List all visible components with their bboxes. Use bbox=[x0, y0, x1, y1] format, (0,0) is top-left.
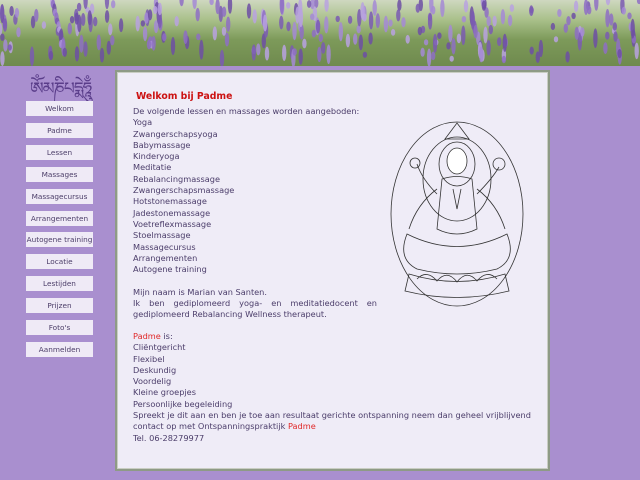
nav-locatie[interactable]: Locatie bbox=[26, 254, 93, 269]
lavender-flower bbox=[253, 9, 257, 23]
lavender-flower bbox=[153, 6, 157, 14]
lavender-flower bbox=[530, 47, 534, 55]
lavender-flower bbox=[252, 44, 256, 60]
lavender-flower bbox=[105, 10, 109, 23]
content-panel bbox=[115, 70, 550, 471]
quality-item: Flexibel bbox=[133, 353, 165, 364]
lavender-flower bbox=[324, 0, 328, 12]
lavender-flower bbox=[302, 39, 306, 49]
lavender-flower bbox=[97, 35, 101, 51]
lavender-flower bbox=[418, 27, 422, 36]
name-line: Mijn naam is Marian van Santen. bbox=[133, 286, 267, 297]
lavender-flower bbox=[282, 45, 286, 61]
nav-autogene-training[interactable]: Autogene training bbox=[26, 232, 93, 247]
lavender-flower bbox=[8, 44, 12, 50]
lavender-flower bbox=[81, 13, 85, 26]
lavender-flower bbox=[192, 0, 196, 9]
lavender-flower bbox=[316, 20, 320, 34]
lavender-flower bbox=[627, 13, 631, 20]
lavender-flower bbox=[440, 0, 444, 17]
padme-name: Padme bbox=[133, 331, 161, 341]
lavender-flower bbox=[222, 27, 226, 36]
lavender-flower bbox=[70, 16, 74, 23]
lavender-flower bbox=[503, 34, 507, 52]
lavender-flower bbox=[265, 47, 269, 61]
lavender-flower bbox=[83, 41, 87, 56]
lavender-flower bbox=[457, 34, 461, 44]
lavender-flower bbox=[319, 34, 323, 42]
lavender-flower bbox=[497, 37, 501, 46]
lavender-flower bbox=[75, 46, 79, 61]
lavender-flower bbox=[450, 56, 454, 62]
lavender-flower bbox=[346, 34, 350, 48]
lavender-flower bbox=[487, 16, 491, 26]
lavender-flower bbox=[635, 43, 639, 60]
lavender-flower bbox=[141, 20, 145, 26]
lavender-flower bbox=[401, 17, 405, 27]
lavender-flower bbox=[574, 1, 578, 13]
lavender-flower bbox=[147, 39, 151, 49]
lavender-flower bbox=[30, 47, 34, 67]
lavender-flower bbox=[111, 0, 115, 8]
lavender-flower bbox=[508, 15, 512, 26]
lavender-flower bbox=[473, 25, 477, 38]
lavender-flower bbox=[136, 16, 140, 32]
lavender-flower bbox=[348, 16, 352, 24]
lavender-flower bbox=[321, 42, 325, 54]
lavender-flower bbox=[396, 9, 400, 21]
lavender-flower bbox=[464, 0, 468, 12]
lavender-flower bbox=[226, 17, 230, 32]
lavender-flower bbox=[388, 20, 392, 27]
lavender-flower bbox=[593, 28, 597, 48]
lavender-flower bbox=[479, 46, 483, 62]
lavender-flower bbox=[446, 42, 450, 49]
nav-padme[interactable]: Padme bbox=[26, 123, 93, 138]
lavender-flower bbox=[427, 49, 431, 67]
lavender-flower bbox=[631, 19, 635, 39]
lavender-flower bbox=[336, 16, 340, 22]
lavender-flower bbox=[353, 33, 357, 44]
offering-item: Stoelmassage bbox=[133, 230, 191, 241]
buddha-illustration bbox=[387, 119, 527, 309]
lavender-flower bbox=[148, 9, 152, 20]
lavender-flower bbox=[293, 48, 297, 55]
logo-tibetan-mantra: ༀམཎིཔདྨེཧཱུྃ bbox=[30, 79, 92, 99]
lavender-flower bbox=[357, 25, 361, 33]
lavender-flower bbox=[391, 29, 395, 36]
qualities-list bbox=[133, 342, 553, 410]
offering-item: Jadestonemassage bbox=[133, 207, 211, 218]
nav-aanmelden[interactable]: Aanmelden bbox=[26, 342, 93, 357]
lavender-flower bbox=[360, 2, 364, 20]
lavender-flower bbox=[199, 40, 203, 60]
lavender-flower bbox=[228, 0, 232, 14]
offering-item: Hotstonemassage bbox=[133, 196, 207, 207]
lavender-flower bbox=[529, 5, 533, 16]
lavender-flower bbox=[196, 8, 200, 21]
lavender-flower bbox=[286, 22, 290, 32]
nav-arrangementen[interactable]: Arrangementen bbox=[26, 211, 93, 226]
lavender-flower bbox=[183, 30, 187, 44]
lavender-flower bbox=[486, 40, 490, 56]
lavender-flower bbox=[179, 0, 183, 6]
lavender-flower bbox=[222, 7, 226, 18]
lavender-flower bbox=[171, 37, 175, 55]
lavender-flower bbox=[151, 36, 155, 51]
quality-item: Voordelig bbox=[133, 376, 172, 387]
lavender-flower bbox=[551, 23, 555, 30]
lavender-flower bbox=[373, 0, 377, 16]
lavender-flower bbox=[376, 13, 380, 28]
lavender-flower bbox=[88, 10, 92, 25]
lavender-flower bbox=[539, 40, 543, 57]
lavender-flower bbox=[213, 26, 217, 40]
offering-item: Kinderyoga bbox=[133, 151, 180, 162]
lavender-flower bbox=[286, 2, 290, 9]
lavender-flower bbox=[339, 22, 343, 41]
lavender-flower bbox=[580, 27, 584, 36]
lavender-flower bbox=[68, 23, 72, 35]
diploma-line: Ik ben gediplomeerd yoga- en meditatiedocent en gediplomeerd Rebalancing Wellness therapeut. bbox=[133, 298, 377, 320]
lavender-flower bbox=[34, 9, 38, 22]
lavender-flower bbox=[489, 25, 493, 34]
lavender-flower bbox=[292, 22, 296, 40]
lavender-flower bbox=[603, 42, 607, 54]
nav-foto-s[interactable]: Foto's bbox=[26, 320, 93, 335]
lavender-flower bbox=[622, 7, 626, 15]
lavender-flower bbox=[554, 36, 558, 42]
lavender-flower bbox=[613, 22, 617, 30]
offering-item: Rebalancingmassage bbox=[133, 173, 220, 184]
lavender-flower bbox=[368, 33, 372, 45]
lavender-flower bbox=[431, 52, 435, 61]
lavender-flower bbox=[220, 50, 224, 66]
lavender-flower bbox=[158, 3, 162, 16]
lavender-flower bbox=[363, 52, 367, 58]
lavender-flower bbox=[571, 13, 575, 19]
lavender-flower bbox=[510, 4, 514, 12]
lavender-flower bbox=[175, 16, 179, 26]
lavender-flower bbox=[384, 16, 388, 33]
offerings-list bbox=[133, 117, 377, 275]
lavender-flower bbox=[451, 38, 455, 54]
offering-item: Zwangerschapsyoga bbox=[133, 128, 218, 139]
header-lavender-banner bbox=[0, 0, 640, 66]
nav-lessen[interactable]: Lessen bbox=[26, 145, 93, 160]
lavender-flower bbox=[566, 16, 570, 25]
lavender-flower bbox=[0, 34, 4, 41]
lavender-flower bbox=[105, 0, 109, 9]
lavender-flower bbox=[15, 8, 19, 18]
lavender-flower bbox=[108, 23, 112, 35]
lavender-flower bbox=[369, 11, 373, 29]
lavender-flower bbox=[16, 27, 20, 37]
lavender-flower bbox=[143, 27, 147, 42]
lavender-flower bbox=[299, 8, 303, 27]
lavender-flower bbox=[424, 39, 428, 45]
cta-text: Spreekt je dit aan en ben je toe aan resultaat gerichte ontspanning neem dan geheel vrijblijvend contact op met Ontspanningspraktijk bbox=[133, 410, 531, 432]
lavender-flower bbox=[300, 24, 304, 39]
lavender-flower bbox=[492, 16, 496, 27]
is-label: is: bbox=[160, 331, 173, 341]
offering-item: Meditatie bbox=[133, 162, 172, 173]
lavender-flower bbox=[0, 51, 4, 66]
lavender-flower bbox=[256, 43, 260, 55]
lavender-flower bbox=[93, 17, 97, 27]
nav-massagecursus[interactable]: Massagecursus bbox=[26, 189, 93, 204]
lavender-flower bbox=[75, 13, 79, 25]
quality-item: Persoonlijke begeleiding bbox=[133, 398, 233, 409]
lavender-flower bbox=[107, 41, 111, 55]
offering-item: Autogene training bbox=[133, 264, 207, 275]
lavender-flower bbox=[326, 45, 330, 65]
qualities-text bbox=[133, 331, 553, 444]
lavender-flower bbox=[162, 33, 166, 41]
lavender-flower bbox=[502, 56, 506, 64]
page-title: Welkom bij Padme bbox=[136, 91, 233, 102]
lavender-flower bbox=[0, 23, 2, 35]
lavender-flower bbox=[565, 51, 569, 62]
lavender-flower bbox=[110, 35, 114, 45]
offering-item: Arrangementen bbox=[133, 252, 198, 263]
lavender-flower bbox=[575, 27, 579, 40]
lavender-flower bbox=[3, 18, 7, 32]
nav-prijzen[interactable]: Prijzen bbox=[26, 298, 93, 313]
lavender-flower bbox=[317, 47, 321, 62]
lavender-flower bbox=[428, 13, 432, 29]
offering-item: Zwangerschapsmassage bbox=[133, 185, 235, 196]
lavender-flower bbox=[263, 15, 267, 32]
lavender-flower bbox=[42, 21, 46, 29]
lavender-flower bbox=[461, 26, 465, 46]
lavender-flower bbox=[564, 24, 568, 33]
offering-item: Yoga bbox=[133, 117, 153, 128]
offering-item: Voetreflexmassage bbox=[133, 218, 212, 229]
intro-line: De volgende lessen en massages worden aangeboden: bbox=[133, 106, 360, 116]
lavender-flower bbox=[448, 25, 452, 42]
offering-item: Massagecursus bbox=[133, 241, 196, 252]
lavender-flower bbox=[617, 49, 621, 58]
intro-text bbox=[133, 106, 377, 321]
nav-welkom[interactable]: Welkom bbox=[26, 101, 93, 116]
lavender-flower bbox=[359, 35, 363, 51]
lavender-flower bbox=[501, 9, 505, 24]
lavender-flower bbox=[9, 6, 13, 16]
lavender-flower bbox=[605, 9, 609, 27]
lavender-flower bbox=[119, 18, 123, 32]
lavender-flower bbox=[324, 16, 328, 33]
nav-lestijden[interactable]: Lestijden bbox=[26, 276, 93, 291]
lavender-flower bbox=[406, 35, 410, 44]
lavender-flower bbox=[247, 3, 251, 18]
lavender-flower bbox=[299, 49, 303, 65]
lavender-flower bbox=[49, 51, 53, 60]
lavender-flower bbox=[3, 39, 7, 51]
quality-item: Deskundig bbox=[133, 364, 177, 375]
lavender-flower bbox=[209, 0, 213, 5]
quality-item: Cliëntgericht bbox=[133, 342, 186, 353]
lavender-flower bbox=[307, 0, 311, 8]
padme-name-cta: Padme bbox=[287, 421, 316, 432]
lavender-flower bbox=[606, 0, 610, 5]
lavender-flower bbox=[482, 1, 486, 11]
lavender-flower bbox=[77, 3, 81, 12]
offering-item: Babymassage bbox=[133, 139, 191, 150]
lavender-flower bbox=[462, 16, 466, 22]
lavender-flower bbox=[437, 32, 441, 39]
lavender-flower bbox=[605, 32, 609, 40]
lavender-flower bbox=[196, 34, 200, 41]
lavender-flower bbox=[279, 16, 283, 30]
lavender-flower bbox=[79, 35, 83, 53]
lavender-flower bbox=[420, 48, 424, 57]
lavender-flower bbox=[483, 27, 487, 44]
lavender-flower bbox=[100, 48, 104, 63]
lavender-flower bbox=[594, 0, 598, 11]
lavender-flower bbox=[433, 34, 437, 53]
lavender-flower bbox=[609, 13, 613, 25]
lavender-flower bbox=[416, 4, 420, 13]
phone: Tel. 06-28279977 bbox=[133, 432, 205, 443]
lavender-flower bbox=[63, 48, 67, 57]
quality-item: Kleine groepjes bbox=[133, 387, 196, 398]
lavender-flower bbox=[310, 13, 314, 20]
lavender-flower bbox=[557, 9, 561, 17]
lavender-image bbox=[0, 0, 640, 66]
nav-massages[interactable]: Massages bbox=[26, 167, 93, 182]
